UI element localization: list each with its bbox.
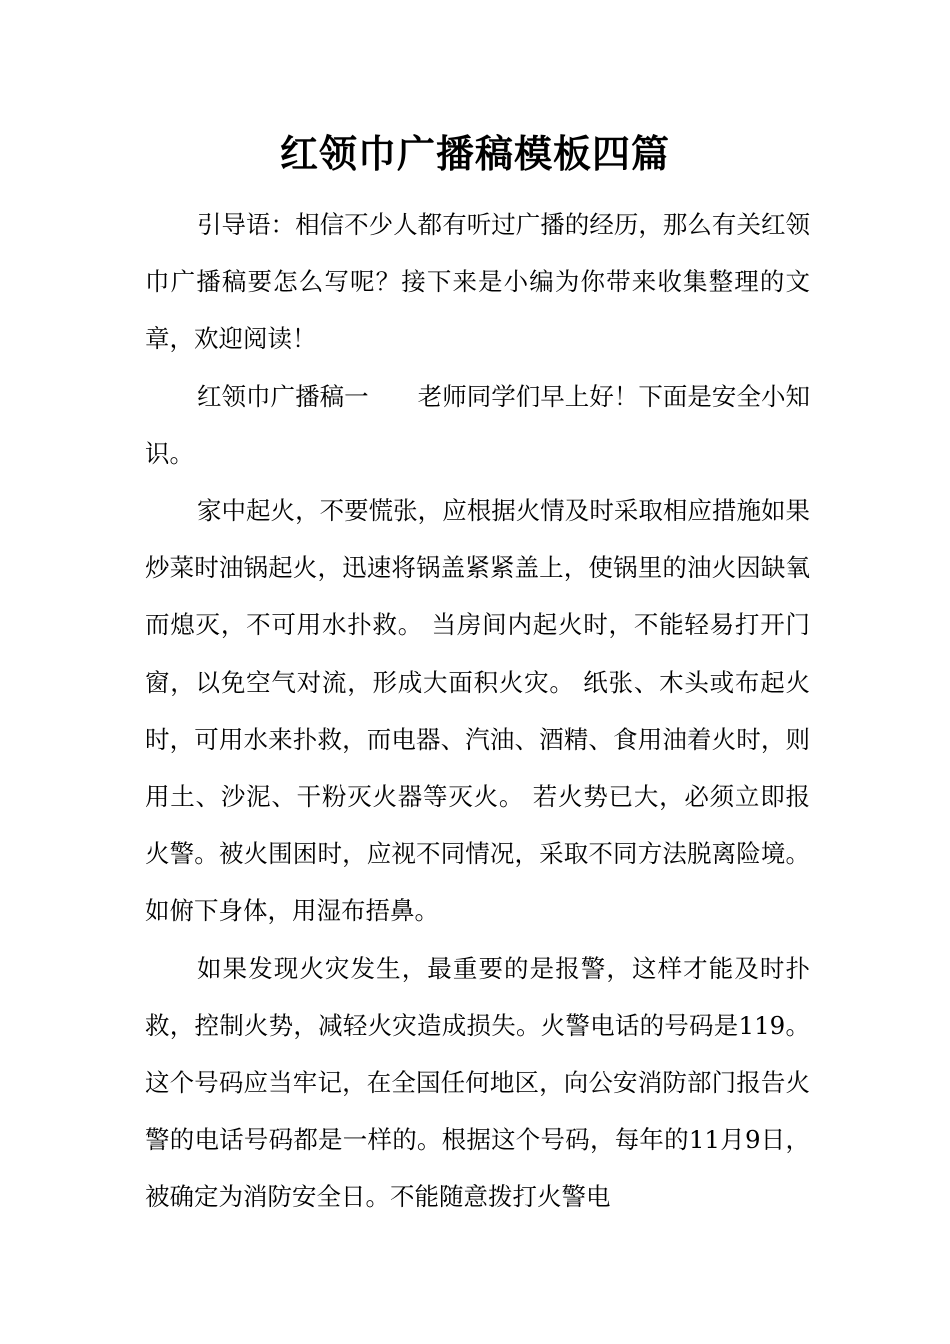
document-body [145,196,810,1226]
paragraph-intro: 引导语：相信不少人都有听过广播的经历，那么有关红领巾广播稿要怎么写呢？接下来是小编为你带来收集整理的文章，欢迎阅读！ [145,210,810,354]
document-title: 红领巾广播稿模板四篇 [279,131,670,176]
paragraph-greeting: 红领巾广播稿一 老师同学们早上好！下面是安全小知识。 [145,381,810,468]
paragraph-fire-alarm: 如果发现火灾发生，最重要的是报警，这样才能及时扑救，控制火势，减轻火灾造成损失。火警电话的号码是119。这个号码应当牢记，在全国任何地区，向公安消防部门报告火警的电话号码都是一样的。根据这个号码，每年的11月9日，被确定为消防安全日。不能随意拨打火警电 [145,953,810,1212]
paragraph-fire-safety: 家中起火，不要慌张，应根据火情及时采取相应措施如果炒菜时油锅起火，迅速将锅盖紧紧盖上，使锅里的油火因缺氧而熄灭，不可用水扑救。 当房间内起火时，不能轻易打开门窗，以免空气对流，形成大面积火灾。 纸张、木头或布起火时，可用水来扑救，而电器、汽油、酒精、食用油着火时，则用土、沙泥、干粉灭火器等灭火。 若火势已大，必须立即报火警。被火围困时，应视不同情况，采取不同方法脱离险境。如俯下身体，用湿布捂鼻。 [145,496,810,926]
